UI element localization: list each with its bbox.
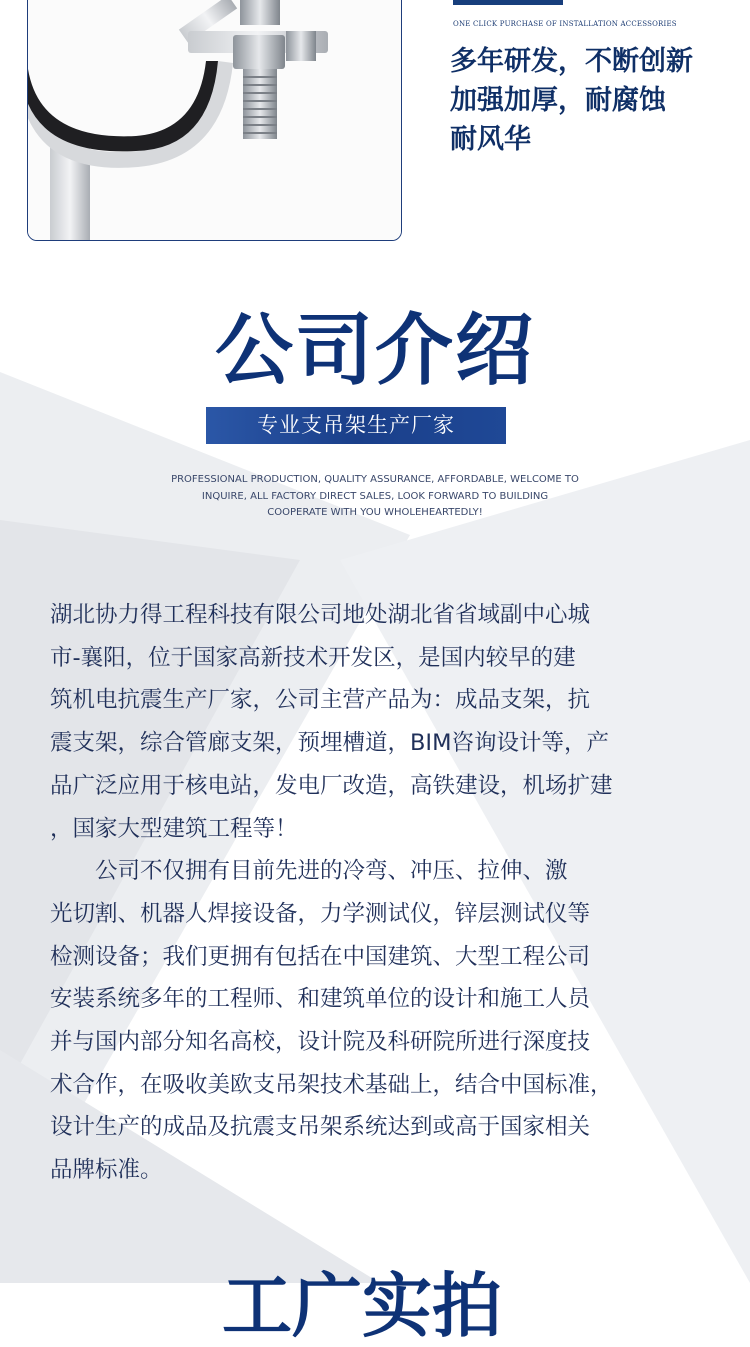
body-line: 湖北协力得工程科技有限公司地处湖北省省域副中心城 (50, 602, 591, 628)
body-line: 筑机电抗震生产厂家，公司主营产品为：成品支架，抗 (50, 687, 591, 714)
section-title: 公司介绍 (214, 306, 535, 396)
company-description (50, 594, 715, 1192)
body-line: 品牌标准。 (50, 1157, 163, 1184)
body-line: 安装系统多年的工程师、和建筑单位的设计和施工人员 (50, 986, 591, 1013)
body-line: 检测设备；我们更拥有包括在中国建筑、大型工程公司 (50, 943, 591, 970)
slogan-line: 耐风华 (450, 124, 531, 155)
body-line: 设计生产的成品及抗震支吊架系统达到或高于国家相关 (50, 1114, 591, 1141)
slogan-line: 多年研发，不断创新 (450, 46, 693, 77)
body-line: 公司不仅拥有目前先进的冷弯、冲压、拉伸、激 (50, 858, 568, 885)
product-image (27, 0, 402, 241)
next-section-title: 工广实拍 (222, 1265, 502, 1347)
intro-en (140, 472, 610, 522)
top-accent-rule (453, 0, 563, 5)
body-line: 并与国内部分知名高校，设计院及科研院所进行深度技 (50, 1029, 591, 1056)
body-line: 品广泛应用于核电站，发电厂改造，高铁建设，机场扩建 (50, 772, 613, 799)
tagline-en: ONE CLICK PURCHASE OF INSTALLATION ACCESSORIES (453, 20, 677, 28)
intro-en-line: INQUIRE, ALL FACTORY DIRECT SALES, LOOK FORWARD TO BUILDING (201, 490, 549, 502)
section-subtitle-bar: 专业支吊架生产厂家 (206, 407, 506, 444)
intro-en-line: PROFESSIONAL PRODUCTION, QUALITY ASSURANCE, AFFORDABLE, WELCOME TO (171, 474, 579, 485)
body-line: 市-襄阳，位于国家高新技术开发区，是国内较早的建 (50, 644, 576, 671)
pipe-clamp-illustration (28, 0, 401, 240)
intro-en-line: COOPERATE WITH YOU WHOLEHEARTEDLY! (267, 507, 483, 518)
slogan (450, 42, 740, 159)
body-line: 震支架，综合管廊支架，预埋槽道，BIM咨询设计等，产 (50, 730, 609, 757)
body-line: 术合作，在吸收美欧支吊架技术基础上，结合中国标准， (50, 1071, 613, 1098)
slogan-line: 加强加厚，耐腐蚀 (450, 85, 666, 116)
body-line: 光切割、机器人焊接设备，力学测试仪，锌层测试仪等 (50, 900, 591, 927)
body-line: ，国家大型建筑工程等！ (50, 815, 298, 842)
